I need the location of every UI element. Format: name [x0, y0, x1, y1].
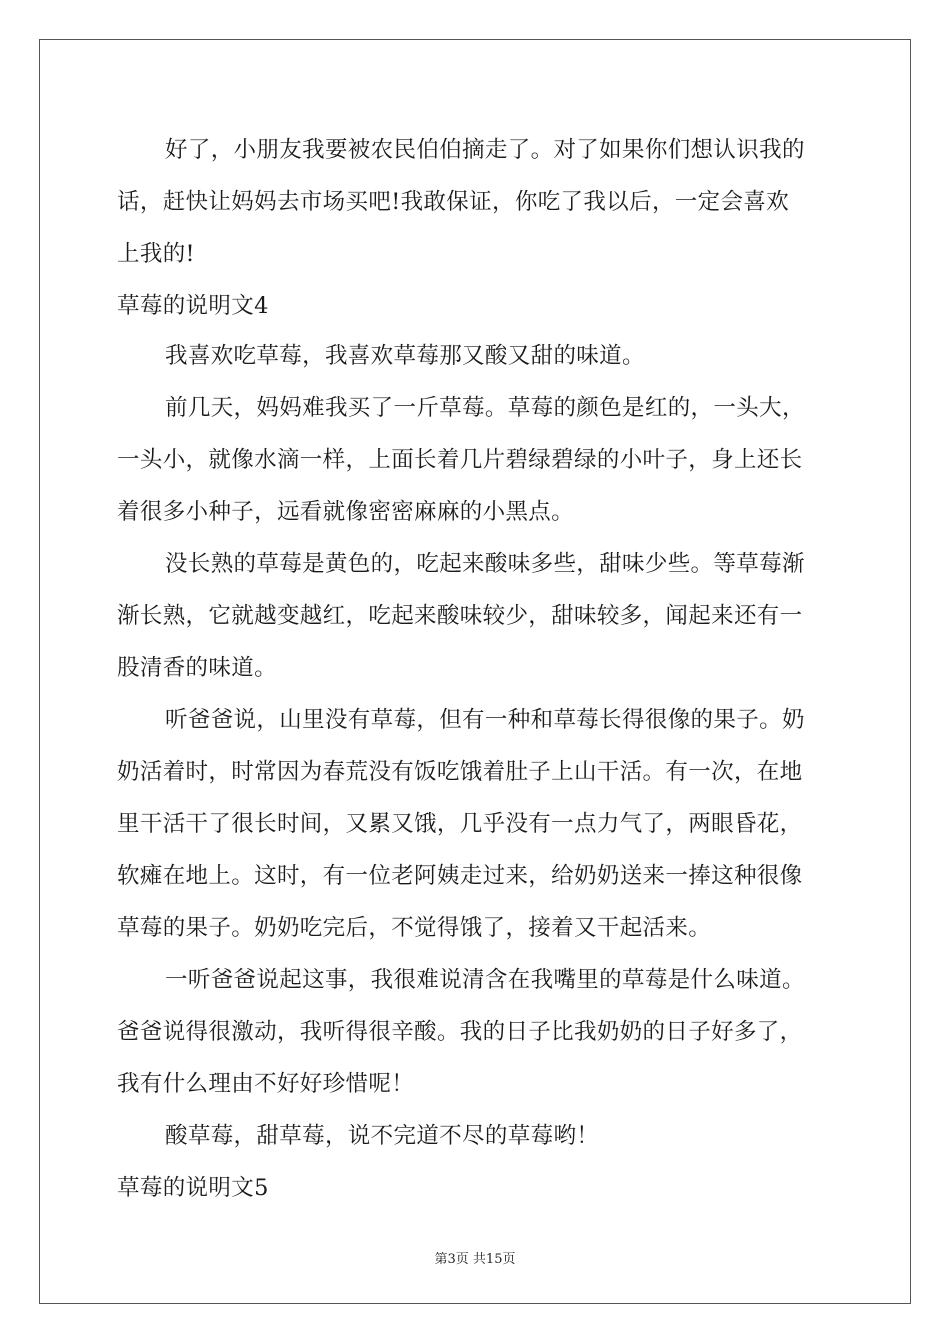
text-line: 没长熟的草莓是黄色的，吃起来酸味多些，甜味少些。等草莓渐 — [165, 551, 805, 577]
text-line: 软瘫在地上。这时，有一位老阿姨走过来，给奶奶送来一捧这种很像 — [117, 863, 803, 889]
paragraph — [117, 386, 833, 542]
text-line: 爸爸说得很激动，我听得很辛酸。我的日子比我奶奶的日子好多了， — [117, 1019, 803, 1045]
text-line: 渐长熟，它就越变越红，吃起来酸味较少，甜味较多，闻起来还有一 — [117, 603, 803, 629]
text-line: 我有什么理由不好好珍惜呢！ — [117, 1071, 415, 1097]
text-line: 草莓的果子。奶奶吃完后，不觉得饿了，接着又干起活来。 — [117, 915, 712, 941]
text-line: 话，赶快让妈妈去市场买吧!我敢保证，你吃了我以后，一定会喜欢 — [117, 189, 790, 215]
text-line: 着很多小种子，远看就像密密麻麻的小黑点。 — [117, 499, 575, 525]
text-line: 我喜欢吃草莓，我喜欢草莓那又酸又甜的味道。 — [165, 343, 645, 369]
page-footer: 第3页 共15页 — [434, 1252, 516, 1267]
section-heading: 草莓的说明文5 — [117, 1175, 269, 1201]
paragraph — [117, 128, 833, 284]
paragraph — [117, 1114, 833, 1166]
text-line: 上我的! — [117, 241, 195, 267]
text-line: 里干活干了很长时间，又累又饿，几乎没有一点力气了，两眼昏花， — [117, 811, 803, 837]
document-body — [117, 128, 833, 1216]
text-line: 前几天，妈妈难我买了一斤草莓。草莓的颜色是红的，一头大， — [165, 395, 805, 421]
paragraph — [117, 334, 833, 386]
paragraph — [117, 958, 833, 1114]
text-line: 一听爸爸说起这事，我很难说清含在我嘴里的草莓是什么味道。 — [165, 967, 805, 993]
text-line: 好了，小朋友我要被农民伯伯摘走了。对了如果你们想认识我的 — [165, 137, 805, 163]
section-heading: 草莓的说明文4 — [117, 293, 269, 319]
paragraph — [117, 698, 833, 958]
paragraph — [117, 542, 833, 698]
text-line: 股清香的味道。 — [117, 655, 277, 681]
text-line: 酸草莓，甜草莓，说不完道不尽的草莓哟！ — [165, 1123, 600, 1149]
text-line: 听爸爸说，山里没有草莓，但有一种和草莓长得很像的果子。奶 — [165, 707, 805, 733]
text-line: 奶活着时，时常因为春荒没有饭吃饿着肚子上山干活。有一次，在地 — [117, 759, 803, 785]
text-line: 一头小，就像水滴一样，上面长着几片碧绿碧绿的小叶子，身上还长 — [117, 447, 803, 473]
